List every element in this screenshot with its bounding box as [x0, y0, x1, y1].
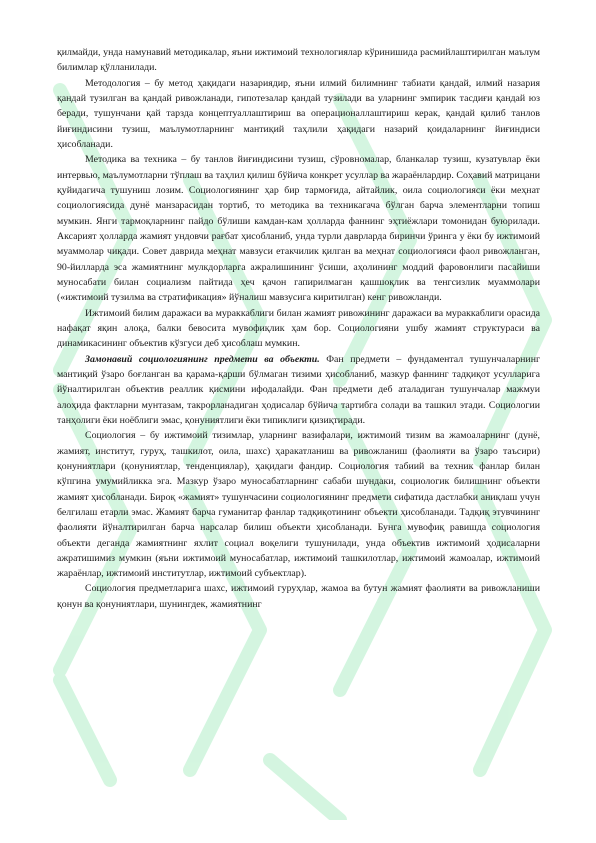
document-body [57, 45, 540, 612]
paragraph-p6 [57, 581, 540, 612]
text-run: қилмайди, унда намунавий методикалар, яъни ижтимоий технологиялар кўринишида расмийлаштирилган маълум билимлар қўлланилади. [57, 47, 540, 74]
emphasis-text: предметларига [138, 583, 201, 595]
emphasis-text: объекти [277, 522, 311, 534]
paragraph-p0 [57, 45, 540, 76]
text-run: Методология – бу метод ҳақидаги назариядир, яъни илмий билимнинг табиати қандай, илмий назария қандай тузилган ва қандай ривожланади, гипотезалар қандай тузилади ва уларнинг эмпирик тасдиғи қандай юз беради, тушунчани қай тарзда концептуаллаштириш ва операционаллаштириш керак, қандай қилиб танлов йиғиндисини тузиш, маълумотларнинг мантиқий таҳлили ҳақидаги назарий қоидаларнинг йиғиндиси ҳисобланади. [57, 77, 540, 150]
text-run: Ижтимоий билим даражаси ва мураккаблиги билан жамият ривожининг даражаси ва мураккаблиги орасида нафақат яқин алоқа, балки бевосита мувофиқлик ҳам бор. Социологияни ушбу жамият структураси ва динамикасининг объектив кўзгуси деб ҳисоблаш мумкин. [57, 307, 540, 350]
emphasis-text: Фан предмети [326, 353, 390, 365]
paragraph-p3 [57, 306, 540, 352]
text-run: ҳисобланади. Бунга мувофиқ равишда социология объекти деганда жамиятнинг яхлит социал воқелиги тушунилади, унда объектив ижтимоий ҳодисаларни ажратишимиз мумкин (яъни ижтимоий муносабатлар, ижтимоий ташкилотлар, ижтимоий жамоалар, ижтимоий жараёнлар, ижтимоий институтлар, ижтимоий субъектлар). [57, 522, 540, 580]
paragraph-p2 [57, 152, 540, 305]
emphasis-text: Замонавий социологиянинг предмети ва объекти. [85, 353, 320, 365]
paragraph-p5 [57, 428, 540, 581]
paragraph-p4 [57, 352, 540, 429]
text-run: шахс, ижтимоий гуруҳлар, жамоа ва бутун жамият фаолияти ва ривожланиши қонун ва қонуниятлари, шунингдек, жамиятнинг [57, 583, 540, 610]
text-run: – фундаментал тушунчаларнинг мантиқий ўзаро боғланган ва қарама-қарши бўлмаган тизими ҳисобланиб, мазкур фаннинг тадқиқот усулларига йўналтирилган объектив реаллик қисмини ифодалайди. Фан предмети деб аталадиган тушунчалар мажмуи алоҳида фактларни мунтазам, такрорланадиган ҳодисалар бўйича тартибга солади ва ташкил этади. Социологии танҳолиги ёки ноёблиги эмас, қонуниятлиги ёки типиклиги қизиқтиради. [57, 353, 541, 426]
emphasis-text: Социология [85, 430, 136, 442]
text-run: Методика ва техника – бу танлов йиғиндисини тузиш, сўровномалар, бланкалар тузиш, кузатувлар ёки интервью, маълумотларни тўплаш ва таҳлил қилиш бўйича конкрет усуллар ва жараёнлардир. Соҳавий матрицани қуйидагича тушуниш лозим. Социологиянинг ҳар бир тармоғида, айтайлик, оила социологияси ёки меҳнат социологиясида дунё манзарасидан тортиб, то методика ва техникагача бўлган барча элементларни топиш мумкин. Янги тармоқларнинг пайдо бўлиши камдан-кам ҳолларда фаннинг эҳтиёжлари томонидан буюрилади. Аксарият ҳолларда жамият ундовчи рағбат ҳисобланиб, унда турли даврларда биринчи ўринга у ёки бу ижтимоий муаммолар чиқади. Совет даврида меҳнат мавзуси етакчилик қилган ва меҳнат социологияси фаол ривожланган, 90-йилларда эса жамиятнинг мулкдорларга ажралишининг ўсиши, аҳолининг моддий фаровонлиги пасайиши муносабати билан социализм пайтида ҳеч қачон гапирилмаган қашшоқлик ва тенгсизлик муаммолари («ижтимоий тузилма ва стратификация» йўналиш мавзусига киритилган) кенг ривожланди. [57, 154, 540, 304]
text-run: Социология [85, 583, 139, 595]
paragraph-p1 [57, 76, 540, 153]
text-run: – бу ижтимоий тизимлар, уларнинг вазифалари, ижтимоий тизим ва жамоаларнинг (дунё, жамият, институт, гуруҳ, ташкилот, оила, шахс) ҳаракатланиш ва ривожланиш (фаолияти ва ўзаро таъсири) қонуниятлари (қонуниятлар, тенденциялар), ҳақидаги фандир. Социология табиий ва техник фанлар билан кўпгина умумийликка эга. Мазкур ўзаро муносабатларнинг сабаби шундаки, социологик билишнинг объекти жамият ҳисобланади. Бироқ «жамият» тушунчасини социологиянинг предмети сифатида дастлабки аниқлаш учун белгилаш етарли эмас. Жамият барча гуманитар фанлар тадқиқотининг объекти ҳисобланади. Тадқиқ этувчининг фаолияти йўналтирилган барча нарсалар билиш [57, 430, 540, 534]
